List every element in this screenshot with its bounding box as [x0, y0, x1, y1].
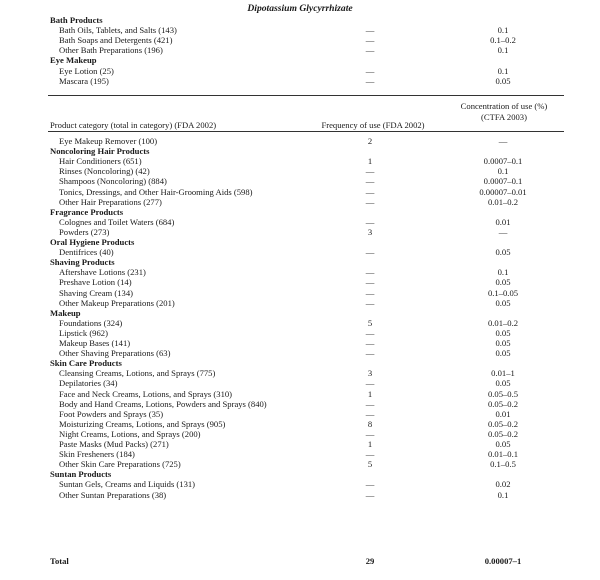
frequency-cell: — — [365, 267, 375, 278]
table-row — [0, 166, 600, 176]
table-row — [0, 338, 600, 348]
product-name: Eye Lotion (25) — [59, 65, 114, 76]
table-row — [0, 348, 600, 358]
table-row — [0, 227, 600, 237]
category-row — [0, 257, 600, 267]
category-row — [0, 308, 600, 318]
table-row — [0, 449, 600, 459]
table-row — [0, 156, 600, 166]
table-row — [0, 429, 600, 439]
table-row — [0, 277, 600, 287]
product-name: Bath Soaps and Detergents (421) — [59, 35, 173, 46]
frequency-cell: — — [365, 216, 375, 227]
concentration-cell: — — [498, 226, 508, 237]
concentration-cell: 0.02 — [495, 479, 511, 490]
category-label: Skin Care Products — [50, 358, 122, 369]
category-label: Suntan Products — [50, 469, 112, 480]
product-name: Other Bath Preparations (196) — [59, 45, 163, 56]
header-rule-bottom — [48, 131, 564, 132]
table-row — [0, 490, 600, 500]
table-row — [0, 389, 600, 399]
frequency-cell: — — [365, 378, 375, 389]
product-name: Hair Conditioners (651) — [59, 156, 142, 167]
category-row — [0, 469, 600, 479]
product-name: Eye Makeup Remover (100) — [59, 136, 158, 146]
frequency-cell: — — [365, 75, 375, 86]
category-row — [0, 15, 600, 25]
product-name: Other Makeup Preparations (201) — [59, 297, 175, 308]
product-name: Colognes and Toilet Waters (684) — [59, 216, 175, 227]
concentration-cell: 0.1 — [497, 25, 509, 36]
concentration-cell: — — [498, 136, 508, 146]
product-name: Tonics, Dressings, and Other Hair-Grooming Aids (598) — [59, 186, 253, 197]
frequency-cell: — — [365, 348, 375, 359]
table-title: Dipotassium Glycyrrhizate — [247, 3, 353, 14]
product-name: Other Skin Care Preparations (725) — [59, 459, 181, 470]
product-name: Dentifrices (40) — [59, 247, 114, 258]
category-label: Shaving Products — [50, 257, 115, 268]
concentration-cell: 0.1–0.5 — [490, 459, 516, 470]
concentration-cell: 0.1–0.2 — [490, 35, 516, 46]
product-name: Cleansing Creams, Lotions, and Sprays (775) — [59, 368, 216, 379]
frequency-cell: 5 — [367, 459, 373, 470]
table-row — [0, 76, 600, 86]
table-row — [0, 419, 600, 429]
frequency-cell: 1 — [367, 388, 373, 399]
concentration-cell: 0.01 — [495, 216, 511, 227]
table-row — [0, 298, 600, 308]
concentration-cell: 0.00007–0.01 — [479, 186, 527, 197]
product-name: Suntan Gels, Creams and Liquids (131) — [59, 479, 196, 490]
category-label: Fragrance Products — [50, 206, 124, 217]
total-label: Total — [50, 556, 69, 566]
concentration-cell: 0.05 — [495, 348, 511, 359]
concentration-cell: 0.05–0.2 — [487, 398, 519, 409]
frequency-cell: — — [365, 398, 375, 409]
frequency-cell: — — [365, 166, 375, 177]
table-row — [0, 176, 600, 186]
product-name: Mascara (195) — [59, 75, 109, 86]
concentration-cell: 0.05 — [495, 75, 511, 86]
concentration-cell: 0.0007–0.1 — [483, 156, 523, 167]
header-concentration-line1: Concentration of use (%) — [460, 101, 548, 111]
product-name: Other Suntan Preparations (38) — [59, 489, 167, 500]
frequency-cell: 5 — [367, 317, 373, 328]
concentration-cell: 0.1 — [497, 45, 509, 56]
product-name: Aftershave Lotions (231) — [59, 267, 146, 278]
concentration-cell: 0.1 — [497, 166, 509, 177]
product-name: Shampoos (Noncoloring) (884) — [59, 176, 167, 187]
concentration-cell: 0.01–0.2 — [487, 317, 519, 328]
concentration-cell: 0.1 — [497, 65, 509, 76]
concentration-cell: 0.05–0.2 — [487, 428, 519, 439]
concentration-cell: 0.1 — [497, 489, 509, 500]
frequency-cell: — — [365, 176, 375, 187]
frequency-cell: — — [365, 196, 375, 207]
product-name: Other Shaving Preparations (63) — [59, 348, 171, 359]
product-name: Powders (273) — [59, 226, 110, 237]
table-row — [0, 318, 600, 328]
frequency-cell: 2 — [367, 136, 373, 146]
concentration-cell: 0.01–0.2 — [487, 196, 519, 207]
product-name: Skin Fresheners (184) — [59, 449, 135, 460]
frequency-cell: — — [365, 408, 375, 419]
frequency-cell: — — [365, 338, 375, 348]
product-name: Body and Hand Creams, Lotions, Powders and Sprays (840) — [59, 398, 267, 409]
concentration-cell: 0.0007–0.1 — [483, 176, 523, 187]
header-rule-top — [48, 95, 564, 96]
frequency-cell: — — [365, 65, 375, 76]
frequency-cell: — — [365, 489, 375, 500]
total-concentration: 0.00007–1 — [484, 556, 522, 566]
product-name: Paste Masks (Mud Packs) (271) — [59, 439, 169, 449]
table-row — [0, 197, 600, 207]
table-row — [0, 409, 600, 419]
frequency-cell: 8 — [367, 418, 373, 429]
concentration-cell: 0.05–0.2 — [487, 418, 519, 429]
product-name: Night Creams, Lotions, and Sprays (200) — [59, 428, 201, 439]
frequency-cell: — — [365, 327, 375, 338]
category-row — [0, 55, 600, 65]
concentration-cell: 0.1 — [497, 267, 509, 278]
frequency-cell: — — [365, 45, 375, 56]
table-row — [0, 267, 600, 277]
table-row — [0, 45, 600, 55]
table-row — [0, 328, 600, 338]
category-row — [0, 207, 600, 217]
product-name: Other Hair Preparations (277) — [59, 196, 162, 207]
concentration-cell: 0.01 — [495, 408, 511, 419]
total-frequency: 29 — [365, 556, 375, 566]
category-row — [0, 237, 600, 247]
frequency-cell: — — [365, 277, 375, 288]
frequency-cell: — — [365, 35, 375, 46]
frequency-cell: 1 — [367, 439, 373, 449]
table-row — [0, 378, 600, 388]
frequency-cell: — — [365, 449, 375, 460]
table-row — [0, 479, 600, 489]
product-name: Face and Neck Creams, Lotions, and Sprays (310) — [59, 388, 233, 399]
frequency-cell: — — [365, 297, 375, 308]
product-name: Shaving Cream (134) — [59, 287, 133, 298]
concentration-cell: 0.05 — [495, 297, 511, 308]
header-concentration-line2: (CTFA 2003) — [481, 112, 527, 122]
frequency-cell: — — [365, 186, 375, 197]
product-name: Depilatories (34) — [59, 378, 118, 389]
frequency-cell: 3 — [367, 226, 373, 237]
frequency-cell: 1 — [367, 156, 373, 167]
header-product-category: Product category (total in category) (FDA 2002) — [50, 120, 217, 130]
product-name: Foundations (324) — [59, 317, 123, 328]
product-name: Rinses (Noncoloring) (42) — [59, 166, 150, 177]
table-row — [0, 35, 600, 45]
frequency-cell: 3 — [367, 368, 373, 379]
product-name: Foot Powders and Sprays (35) — [59, 408, 164, 419]
concentration-cell: 0.05 — [495, 327, 511, 338]
category-label: Makeup — [50, 307, 81, 318]
concentration-cell: 0.05 — [495, 277, 511, 288]
frequency-cell: — — [365, 25, 375, 36]
table-row — [0, 439, 600, 449]
frequency-cell: — — [365, 479, 375, 490]
concentration-cell: 0.05 — [495, 378, 511, 389]
product-name: Bath Oils, Tablets, and Salts (143) — [59, 25, 177, 36]
table-row — [0, 459, 600, 469]
table-row — [0, 247, 600, 257]
concentration-cell: 0.1–0.05 — [487, 287, 519, 298]
product-name: Lipstick (962) — [59, 327, 108, 338]
category-row — [0, 358, 600, 368]
header-concentration — [441, 101, 567, 123]
category-label: Bath Products — [50, 15, 103, 25]
concentration-cell: 0.01–0.1 — [487, 449, 519, 460]
header-frequency: Frequency of use (FDA 2002) — [321, 120, 425, 130]
concentration-cell: 0.05 — [495, 247, 511, 258]
table-row — [0, 187, 600, 197]
table-row — [0, 136, 600, 146]
total-row — [0, 556, 600, 566]
product-name: Moisturizing Creams, Lotions, and Sprays (905) — [59, 418, 226, 429]
concentration-cell: 0.05–0.5 — [487, 388, 519, 399]
product-name: Preshave Lotion (14) — [59, 277, 132, 288]
frequency-cell: — — [365, 287, 375, 298]
category-label: Eye Makeup — [50, 55, 97, 66]
table-row — [0, 25, 600, 35]
concentration-cell: 0.05 — [495, 439, 511, 449]
concentration-cell: 0.01–1 — [491, 368, 515, 379]
table-row — [0, 66, 600, 76]
table-row — [0, 288, 600, 298]
table-row — [0, 368, 600, 378]
category-label: Noncoloring Hair Products — [50, 146, 150, 157]
product-name: Makeup Bases (141) — [59, 338, 131, 348]
frequency-cell: — — [365, 428, 375, 439]
table-row — [0, 217, 600, 227]
table-row — [0, 399, 600, 409]
concentration-cell: 0.05 — [495, 338, 511, 348]
category-label: Oral Hygiene Products — [50, 237, 135, 247]
frequency-cell: — — [365, 247, 375, 258]
category-row — [0, 146, 600, 156]
